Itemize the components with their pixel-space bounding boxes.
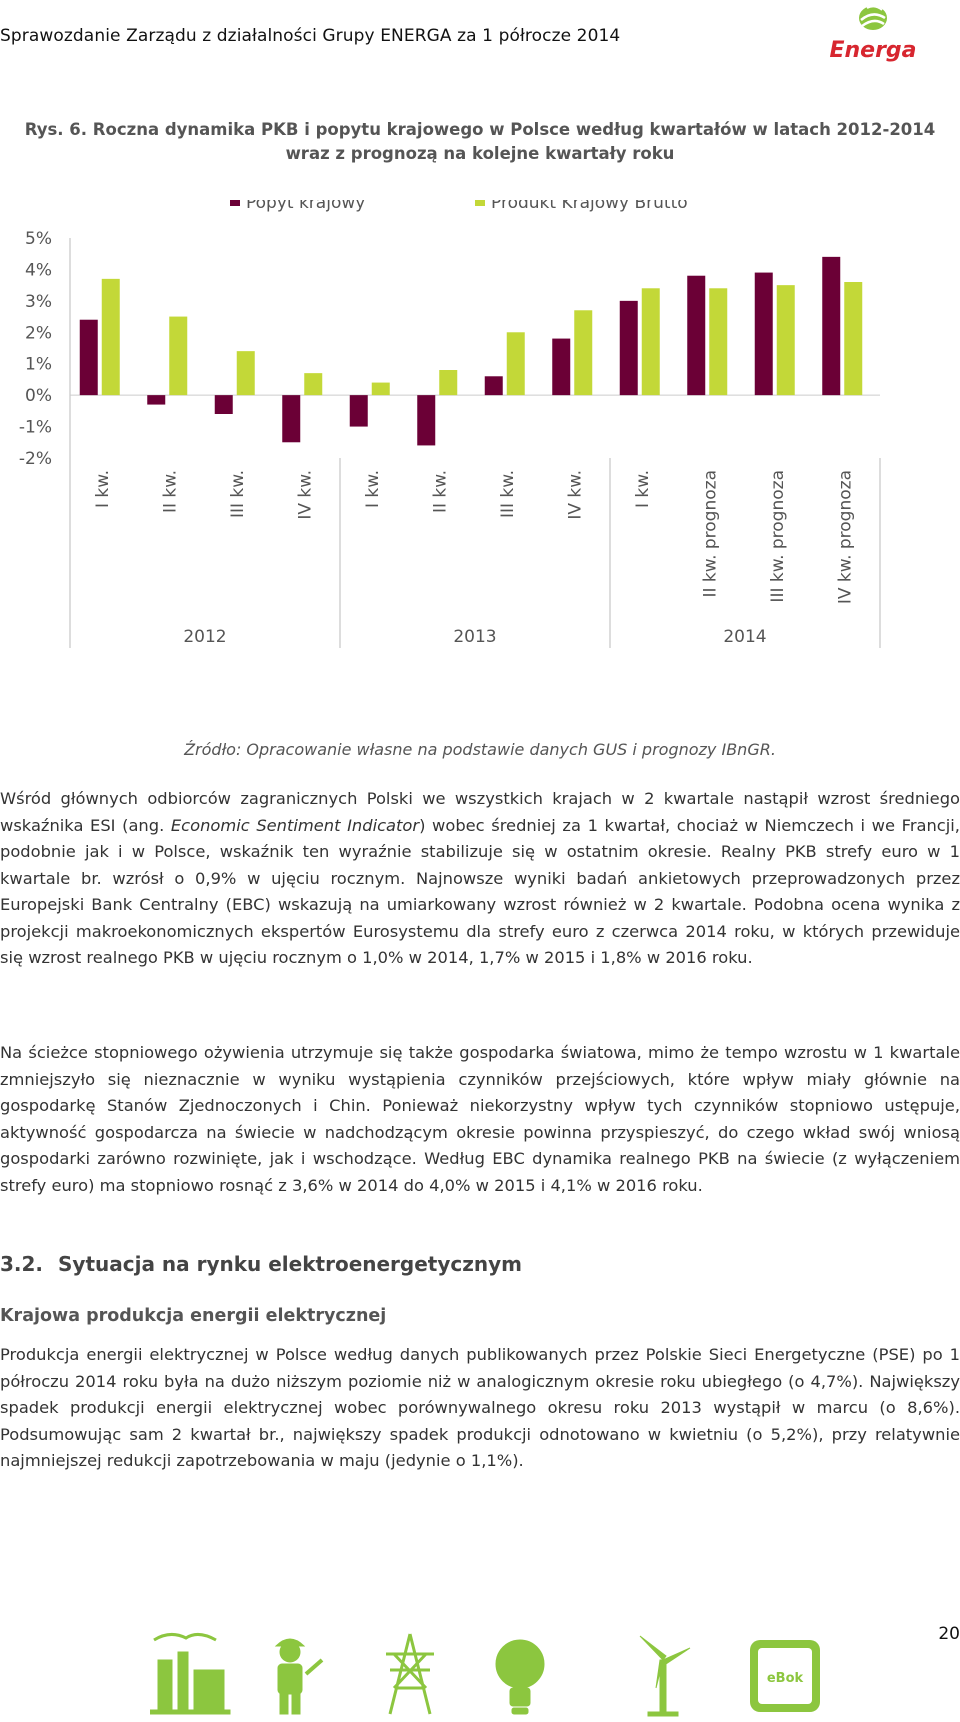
bar-pkb [574,310,592,395]
x-category-label: II kw. prognoza [700,470,721,598]
gdp-demand-bar-chart [0,200,960,720]
figure-caption-line-2: wraz z prognozą na kolejne kwartały roku [285,144,675,163]
x-category-label: III kw. prognoza [767,470,788,603]
paragraph-energy-production: Produkcja energii elektrycznej w Polsce według danych publikowanych przez Polskie Sieci Energetyczne (PSE) po 1 półroczu 2014 roku była na dużo niższym poziomie niż w analogicznym okresie roku ubiegłego (o 4,7%). Największy spadek produkcji energii elektrycznej wobec porównywalnego okresu roku 2013 wystąpił w marcu (o 8,6%). Podsumowując sam 2 kwartał br., największy spadek produkcji odnotowano w kwietniu (o 5,2%), przy relatywnie najmniejszej redukcji zapotrzebowania w maju (jedynie o 1,1%). [0,1345,960,1470]
figure-caption-line-1: Roczna dynamika PKB i popytu krajowego w Polsce według kwartałów w latach 2012-2014 [92,120,936,139]
paragraph-esi-term: Economic Sentiment Indicator [170,815,420,835]
y-tick-label: 1% [25,354,52,375]
x-category-label: IV kw. [295,470,316,520]
lightbulb-icon [496,1640,544,1714]
x-category-label: I kw. [632,470,653,509]
x-category-label: II kw. [160,470,181,514]
bar-pkb [372,383,390,396]
paragraph-esi-part-1: Wśród głównych odbiorców zagranicznych Polski we wszystkich krajach w 2 kwartale nastąpił wzrost średniego wskaźnika ESI (ang. [0,789,960,835]
bar-pkb [102,279,120,395]
legend-swatch-1 [475,200,485,206]
x-category-label: III kw. [497,470,518,519]
document-header-title: Sprawozdanie Zarządu z działalności Grupy ENERGA za 1 półrocze 2014 [0,26,621,46]
bar-popyt [215,395,233,414]
bar-pkb [439,370,457,395]
figure-caption [0,118,960,166]
bar-pkb [844,282,862,395]
x-category-label: IV kw. [565,470,586,520]
y-tick-label: 3% [25,291,52,312]
bar-popyt [822,257,840,395]
bar-pkb [709,288,727,395]
figure-source: Źródło: Opracowanie własne na podstawie danych GUS i prognozy IBnGR. [184,740,776,759]
legend-label-1: Produkt Krajowy Brutto [491,200,688,213]
subsection-heading: Krajowa produkcja energii elektrycznej [0,1306,387,1326]
section-number: 3.2. [0,1252,44,1276]
legend-swatch-0 [230,200,240,206]
section-title: Sytuacja na rynku elektroenergetycznym [58,1252,523,1276]
bar-pkb [169,317,187,396]
bar-popyt [80,320,98,395]
legend-label-0: Popyt krajowy [246,200,366,213]
bar-pkb [777,285,795,395]
y-tick-label: 0% [25,386,52,407]
power-pylon-icon [386,1634,434,1714]
wind-turbine-icon [640,1636,690,1716]
page-number: 20 [938,1624,960,1644]
y-tick-label: 4% [25,260,52,281]
bar-popyt [350,395,368,426]
bar-popyt [417,395,435,445]
bar-popyt [755,273,773,396]
chart-container [0,200,960,720]
footer-icons [150,1630,920,1718]
y-tick-label: -1% [18,417,52,438]
bar-popyt [552,339,570,396]
bar-pkb [237,351,255,395]
bar-popyt [620,301,638,395]
ebok-label: eBok [766,1671,804,1686]
x-category-label: II kw. [430,470,451,514]
x-category-label: I kw. [362,470,383,509]
bar-popyt [282,395,300,442]
paragraph-esi-part-2: ) wobec średniej za 1 kwartał, chociaż w Niemczech i we Francji, podobnie jak i w Polsce, wskaźnik ten wyraźnie stabilizuje się w ostatnim okresie. Realny PKB strefy euro w 1 kwartale br. wzrósł o 0,9% w ujęciu rocznym. Najnowsze wyniki badań ankietowych przeprowadzonych przez Europejski Bank Centralny (EBC) wskazują na umiarkowany wzrost również w 2 kwartale. Podobna ocena wynika z projekcji makroekonomicznych ekspertów Eurosystemu dla strefy euro z czerwca 2014 roku, w których przewiduje się wzrost realnego PKB w ujęciu rocznym o 1,0% w 2014, 1,7% w 2015 i 1,8% w 2016 roku. [0,815,960,967]
x-category-label: III kw. [227,470,248,519]
factory-icon [150,1634,230,1714]
bar-pkb [642,288,660,395]
figure-label: Rys. 6. [24,120,88,139]
energa-logo [828,0,918,64]
x-group-label: 2013 [453,627,497,647]
ebok-tablet-icon [750,1640,820,1712]
y-tick-label: 2% [25,323,52,344]
bar-popyt [485,376,503,395]
section-heading [0,1252,522,1276]
bar-pkb [507,332,525,395]
x-category-label: IV kw. prognoza [835,470,856,605]
y-tick-label: -2% [18,449,52,469]
energa-leaf-icon [828,0,918,40]
bar-popyt [147,395,165,404]
worker-icon [276,1639,322,1714]
y-tick-label: 5% [25,229,52,249]
x-category-label: I kw. [92,470,113,509]
x-group-label: 2014 [723,627,767,647]
paragraph-esi [0,786,960,972]
bar-pkb [304,373,322,395]
paragraph-world-economy: Na ścieżce stopniowego ożywienia utrzymuje się także gospodarka światowa, mimo że tempo wzrostu w 1 kwartale zmniejszyło się nieznacznie w wyniku wystąpienia czynników przejściowych, które wpływ miały głównie na gospodarkę Stanów Zjednoczonych i Chin. Ponieważ niekorzystny wpływ tych czynników stopniowo ustępuje, aktywność gospodarcza na świecie w nadchodzącym okresie powinna przyspieszyć, do czego wkład swój wniosą gospodarki zarówno rozwinięte, jak i wschodzące. Według EBC dynamika realnego PKB na świecie (z wyłączeniem strefy euro) ma stopniowo rosnąć z 3,6% w 2014 do 4,0% w 2015 i 4,1% w 2016 roku. [0,1043,960,1195]
energa-logo-text: Energa [829,38,917,63]
x-group-label: 2012 [183,627,227,647]
bar-popyt [687,276,705,395]
